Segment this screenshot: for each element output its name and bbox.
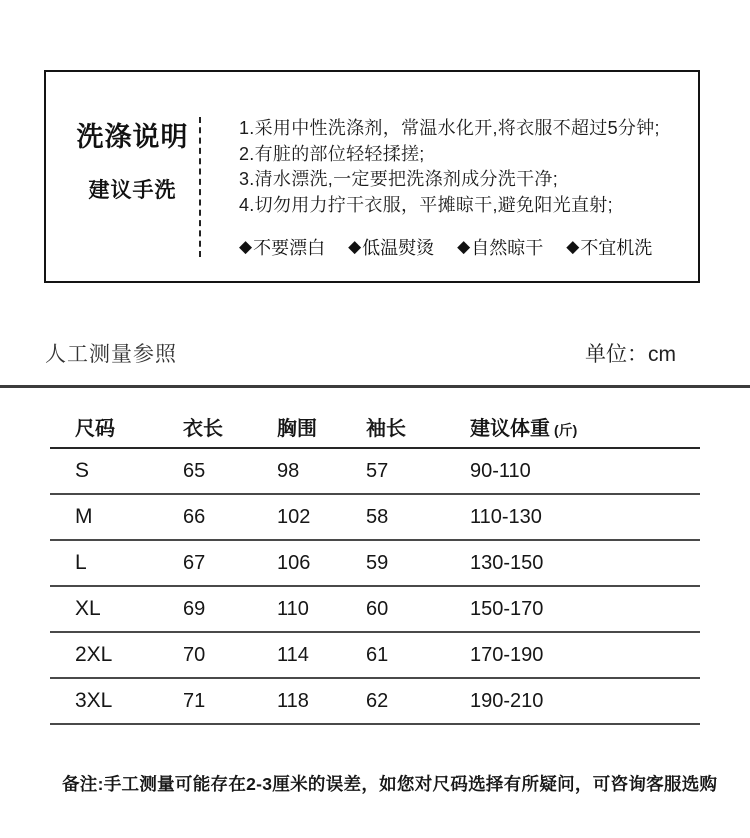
dashed-divider [199, 117, 201, 257]
wash-title-block [46, 72, 199, 281]
cell-chest: 114 [277, 643, 309, 666]
cell-chest: 118 [277, 689, 309, 712]
cell-weight: 90-110 [470, 459, 531, 482]
care-item [566, 234, 652, 260]
wash-step: 4.切勿用力拧干衣服，平摊晾干,避免阳光直射; [239, 194, 613, 215]
wash-title: 洗涤说明 [76, 122, 189, 152]
section-divider [0, 385, 750, 388]
diamond-icon: ◆ [457, 237, 471, 256]
cell-chest: 110 [277, 597, 309, 620]
cell-size: 2XL [75, 643, 113, 666]
care-label: 不宜机洗 [580, 238, 653, 258]
diamond-icon: ◆ [348, 237, 362, 256]
section-title: 人工测量参照 [45, 343, 177, 366]
cell-size: S [75, 459, 90, 482]
diamond-icon: ◆ [239, 237, 253, 256]
header-weight: 建议体重 (斤) [470, 417, 578, 440]
wash-step: 1.采用中性洗涤剂，常温水化开,将衣服不超过5分钟; [239, 118, 660, 138]
cell-length: 69 [183, 597, 206, 620]
care-item [457, 234, 543, 260]
cell-chest: 106 [277, 551, 311, 574]
care-item [348, 234, 434, 260]
cell-length: 67 [183, 551, 206, 574]
cell-chest: 98 [277, 459, 300, 482]
header-chest: 胸围 [277, 417, 317, 440]
header-length: 衣长 [183, 417, 223, 440]
diamond-icon: ◆ [566, 237, 580, 256]
cell-size: M [75, 505, 93, 528]
cell-length: 71 [183, 689, 206, 712]
cell-sleeve: 58 [366, 505, 389, 528]
header-sleeve: 袖长 [366, 417, 406, 440]
weight-unit-label: (斤) [554, 421, 578, 438]
cell-size: XL [75, 597, 101, 620]
table-row [50, 679, 700, 725]
cell-length: 70 [183, 643, 206, 666]
cell-weight: 110-130 [470, 505, 542, 528]
cell-size: 3XL [75, 689, 113, 712]
cell-weight: 150-170 [470, 597, 544, 620]
care-label: 低温熨烫 [362, 238, 435, 258]
care-symbols-row [239, 234, 652, 260]
care-label: 自然晾干 [471, 238, 544, 258]
cell-sleeve: 57 [366, 459, 389, 482]
table-row [50, 495, 700, 541]
size-table [50, 405, 700, 725]
header-size: 尺码 [75, 417, 115, 440]
cell-sleeve: 62 [366, 689, 389, 712]
table-row [50, 541, 700, 587]
cell-chest: 102 [277, 505, 311, 528]
cell-weight: 170-190 [470, 643, 544, 666]
care-label: 不要漂白 [253, 238, 326, 258]
cell-length: 65 [183, 459, 206, 482]
cell-weight: 190-210 [470, 689, 544, 712]
cell-sleeve: 61 [366, 643, 389, 666]
table-row [50, 633, 700, 679]
cell-weight: 130-150 [470, 551, 544, 574]
cell-sleeve: 59 [366, 551, 389, 574]
table-header-row [50, 405, 700, 449]
wash-subtitle: 建议手洗 [88, 179, 177, 202]
cell-size: L [75, 551, 87, 574]
unit-label: 单位：cm [585, 343, 676, 366]
note-text: 备注:手工测量可能存在2-3厘米的误差，如您对尺码选择有所疑问，可咨询客服选购 [62, 774, 718, 794]
wash-step: 2.有脏的部位轻轻揉搓; [239, 143, 425, 164]
cell-length: 66 [183, 505, 206, 528]
care-item [239, 234, 325, 260]
wash-step: 3.清水漂洗,一定要把洗涤剂成分洗干净; [239, 169, 559, 189]
washing-instructions-panel [44, 70, 700, 283]
table-row [50, 587, 700, 633]
table-row [50, 449, 700, 495]
wash-steps-list [239, 116, 660, 218]
cell-sleeve: 60 [366, 597, 389, 620]
